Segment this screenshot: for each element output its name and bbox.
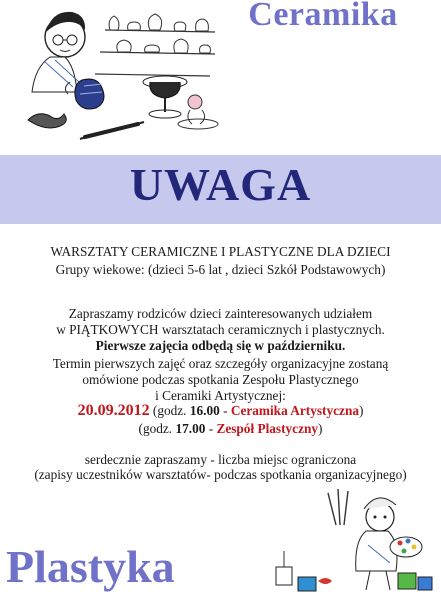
- invitation-line: serdecznie zapraszamy - liczba miejsc ograniczona: [84, 452, 357, 467]
- workshop-title: WARSZTATY CERAMICZNE I PLASTYCZNE DLA DZIECI: [50, 244, 391, 259]
- time1-prefix: (godz.: [152, 403, 190, 418]
- time2-suffix: ): [318, 421, 323, 436]
- time1: 16.00: [189, 403, 220, 418]
- time1-sep: -: [219, 403, 231, 418]
- body-line-1: Zapraszamy rodziców dzieci zainteresowanych udziałem: [68, 306, 373, 321]
- body-line-5: omówione podczas spotkania Zespołu Plastycznego: [82, 372, 359, 387]
- body-line-6: i Ceramiki Artystycznej:: [155, 388, 286, 403]
- body-line-4: Termin pierwszych zajęć oraz szczegóły organizacyjne zostaną: [52, 356, 389, 371]
- time1-suffix: ): [358, 403, 364, 418]
- pottery-illustration: [10, 2, 225, 152]
- first-classes-line: Pierwsze zajęcia odbędą się w październiku.: [95, 338, 346, 353]
- meeting-date: 20.09.2012: [77, 402, 150, 419]
- plastyka-title: Plastyka: [6, 541, 175, 592]
- meeting-date-line: [0, 403, 441, 419]
- age-groups: Grupy wiekowe: (dzieci 5-6 lat , dzieci Szkół Podstawowych): [55, 262, 386, 277]
- uwaga-heading: UWAGA: [129, 159, 312, 210]
- time2-prefix: (godz.: [138, 421, 176, 436]
- body-line-2: w PIĄTKOWYCH warsztatach ceramicznych i plastycznych.: [56, 322, 385, 337]
- painter-illustration: [258, 485, 438, 600]
- ceramika-title: Ceramika: [248, 0, 398, 33]
- meeting-time2-line: [0, 421, 441, 437]
- first-classes-month: październiku: [267, 338, 342, 353]
- first-classes-prefix: Pierwsze zajęcia odbędą się w: [95, 338, 268, 353]
- group1: Ceramika Artystyczna: [230, 403, 359, 418]
- group2: Zespół Plastyczny: [216, 421, 319, 436]
- registration-line: (zapisy uczestników warsztatów- podczas spotkania organizacyjnego): [34, 467, 407, 482]
- time2: 17.00: [175, 421, 206, 436]
- time2-sep: -: [205, 421, 217, 436]
